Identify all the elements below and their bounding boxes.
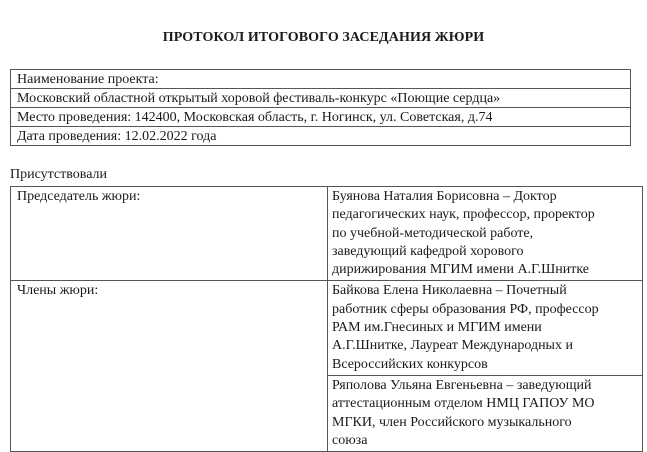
member-line: аттестационным отделом НМЦ ГАПОУ МО [332, 396, 595, 412]
member-line: Ряполова Ульяна Евгеньевна – заведующий [332, 377, 592, 393]
info-row [11, 108, 631, 127]
info-row [11, 127, 631, 146]
document-title: ПРОТОКОЛ ИТОГОВОГО ЗАСЕДАНИЯ ЖЮРИ [162, 30, 485, 45]
jury-row-member [11, 281, 643, 375]
members-role-label: Члены жюри: [11, 281, 328, 452]
chair-line: Буянова Наталия Борисовна – Доктор [332, 189, 557, 204]
member-line: Байкова Елена Николаевна – Почетный [332, 283, 567, 299]
chair-line: по учебной-методической работе, [332, 225, 534, 241]
present-heading: Присутствовали [10, 167, 108, 182]
jury-row-chair [11, 187, 643, 281]
venue-field: Место проведения: 142400, Московская область, г. Ногинск, ул. Советская, д.74 [11, 108, 631, 127]
chair-line: заведующий кафедрой хорового [332, 243, 524, 259]
member-line: А.Г.Шнитке, Лауреат Международных и [332, 338, 573, 354]
member-line: союза [332, 432, 368, 448]
info-row [11, 70, 631, 89]
member-line: работник сферы образования РФ, профессор [332, 301, 599, 317]
info-row [11, 89, 631, 108]
jury-table [10, 186, 643, 452]
member-person-cell [328, 281, 643, 375]
chair-line: дирижирования МГИМ имени А.Г.Шнитке [332, 262, 590, 278]
project-info-table [10, 69, 631, 146]
project-name-label: Наименование проекта: [11, 70, 631, 89]
project-name-value: Московский областной открытый хоровой фестиваль-конкурс «Поющие сердца» [11, 89, 631, 108]
member-line: РАМ им.Гнесиных и МГИМ имени [332, 320, 542, 336]
member-line: Всероссийских конкурсов [332, 356, 488, 372]
date-field: Дата проведения: 12.02.2022 года [11, 127, 631, 146]
chair-role-label: Председатель жюри: [11, 187, 328, 281]
member-person-cell [328, 375, 643, 451]
chair-line: педагогических наук, профессор, проректор [332, 207, 595, 223]
chair-person-cell [328, 187, 643, 281]
member-line: МГКИ, член Российского музыкального [332, 414, 572, 430]
